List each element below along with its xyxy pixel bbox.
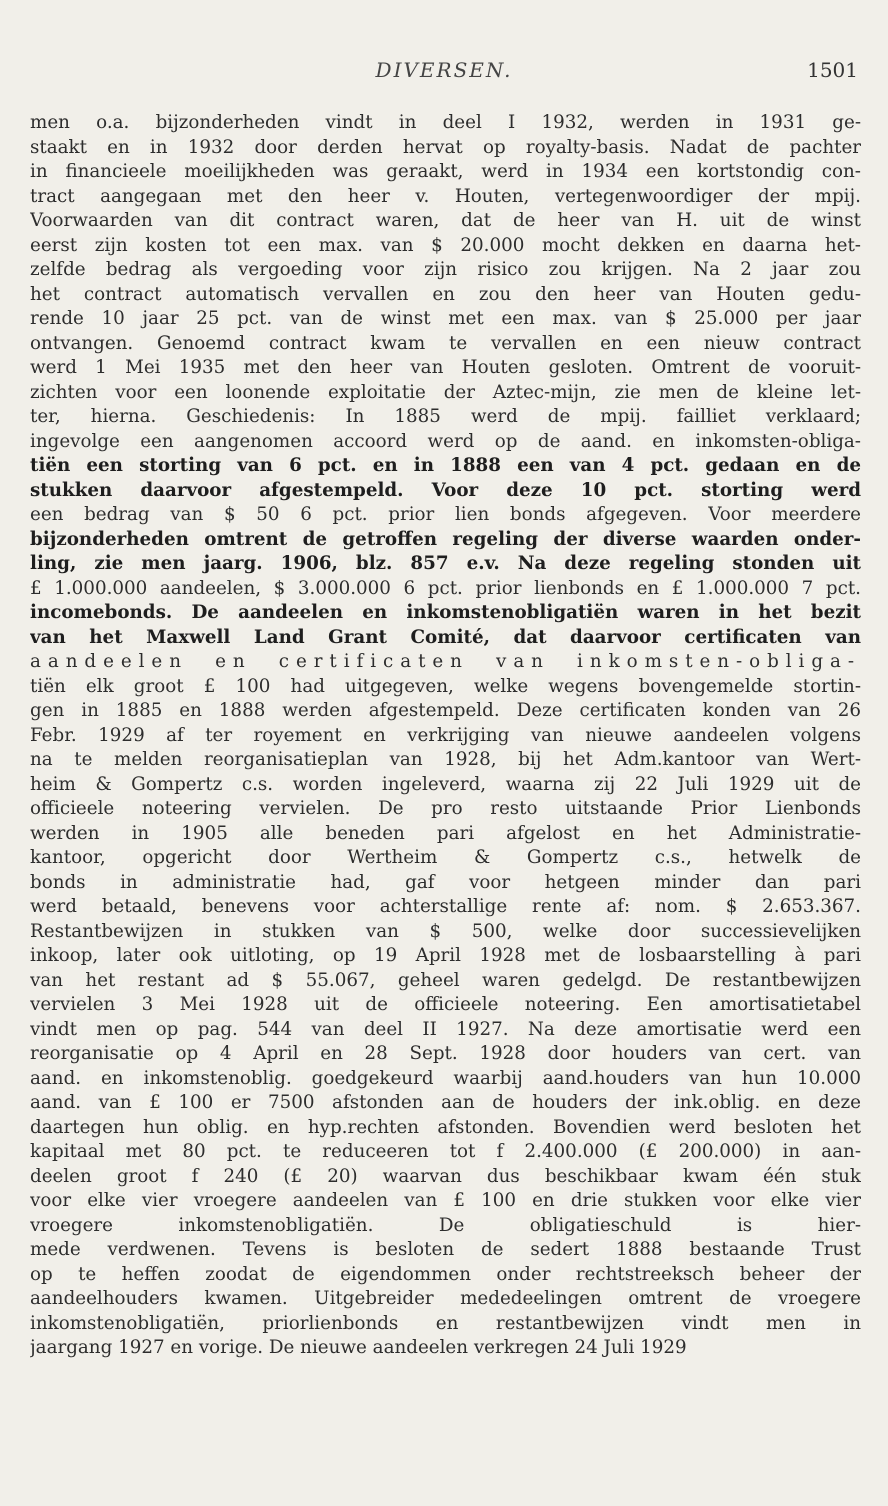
text-line: na te melden reorganisatieplan van 1928, bij het Adm.kantoor van Wert-	[30, 749, 861, 770]
text-line: ter, hierna. Geschiedenis: In 1885 werd de mpij. failliet verklaard;	[30, 406, 861, 427]
text-line: ingevolge een aangenomen accoord werd op de aand. en inkomsten-obliga-	[30, 430, 861, 452]
text-line: van het restant ad $ 55.067, geheel waren gedelgd. De restantbewijzen	[30, 969, 861, 991]
text-line: op te heffen zoodat de eigendommen onder rechtstreeksch beheer der	[30, 1263, 861, 1285]
text-line: werden in 1905 alle beneden pari afgelost en het Administratie-	[30, 822, 861, 844]
running-title: DIVERSEN.	[375, 58, 513, 82]
text-line: vroegere inkomstenobligatiën. De obligatieschuld is hier-	[30, 1214, 861, 1236]
text-line: in financieele moeilijkheden was geraakt, werd in 1934 een kortstondig con-	[30, 161, 861, 182]
text-line: eerst zijn kosten tot een max. van $ 20.000 mocht dekken en daarna het-	[30, 234, 861, 256]
text-line: staakt en in 1932 door derden hervat op royalty-basis. Nadat de pachter	[30, 136, 861, 158]
text-line: heim & Gompertz c.s. worden ingeleverd, waarna zij 22 Juli 1929 uit de	[30, 773, 861, 795]
body-text	[30, 111, 861, 1361]
text-line: jaargang 1927 en vorige. De nieuwe aandeelen verkregen 24 Juli 1929	[30, 1337, 687, 1358]
text-line: werd 1 Mei 1935 met den heer van Houten gesloten. Omtrent de vooruit-	[30, 357, 861, 378]
text-line: voor elke vier vroegere aandeelen van £ 100 en drie stukken voor elke vier	[30, 1190, 861, 1211]
text-line: officieele noteering vervielen. De pro resto uitstaande Prior Lienbonds	[30, 798, 861, 819]
text-line: zelfde bedrag als vergoeding voor zijn risico zou krijgen. Na 2 jaar zou	[30, 259, 861, 280]
text-line: incomebonds. De aandeelen en inkomstenobligatiën waren in het bezit	[30, 602, 861, 623]
text-line: aandeelhouders kwamen. Uitgebreider mededeelingen omtrent de vroegere	[30, 1288, 861, 1309]
text-line: Voorwaarden van dit contract waren, dat de heer van H. uit de winst	[30, 210, 861, 231]
text-line: tiën een storting van 6 pct. en in 1888 een van 4 pct. gedaan en de	[30, 455, 861, 476]
text-line: het contract automatisch vervallen en zou den heer van Houten gedu-	[30, 283, 861, 305]
text-line: deelen groot f 240 (£ 20) waarvan dus beschikbaar kwam één stuk	[30, 1165, 861, 1187]
text-line: Restantbewijzen in stukken van $ 500, welke door successievelijken	[30, 920, 861, 942]
text-line: rende 10 jaar 25 pct. van de winst met een max. van $ 25.000 per jaar	[30, 308, 861, 329]
text-line: inkoop, later ook uitloting, op 19 April 1928 met de losbaarstelling à pari	[30, 945, 861, 966]
text-line: kapitaal met 80 pct. te reduceeren tot f 2.400.000 (£ 200.000) in aan-	[30, 1141, 861, 1162]
text-line: van het Maxwell Land Grant Comité, dat daarvoor certificaten van	[30, 626, 861, 648]
text-line: een bedrag van $ 50 6 pct. prior lien bonds afgegeven. Voor meerdere	[30, 504, 861, 525]
text-line: aandeelen en certificaten van inkomsten-obliga-	[30, 651, 861, 672]
page-header	[0, 54, 888, 84]
text-line: kantoor, opgericht door Wertheim & Gompertz c.s., hetwelk de	[30, 847, 861, 868]
text-line: stukken daarvoor afgestempeld. Voor deze 10 pct. storting werd	[30, 479, 861, 501]
page-number: 1501	[807, 58, 858, 82]
text-line: reorganisatie op 4 April en 28 Sept. 1928 door houders van cert. van	[30, 1043, 861, 1064]
text-line: ontvangen. Genoemd contract kwam te vervallen en een nieuw contract	[30, 332, 861, 354]
text-line: inkomstenobligatiën, priorlienbonds en restantbewijzen vindt men in	[30, 1312, 861, 1334]
text-line: bonds in administratie had, gaf voor hetgeen minder dan pari	[30, 871, 861, 893]
text-line: tiën elk groot £ 100 had uitgegeven, welke wegens bovengemelde stortin-	[30, 675, 861, 697]
text-line: Febr. 1929 af ter royement en verkrijging van nieuwe aandeelen volgens	[30, 724, 861, 746]
text-line: werd betaald, benevens voor achterstallige rente af: nom. $ 2.653.367.	[30, 896, 861, 917]
text-line: aand. van £ 100 er 7500 afstonden aan de houders der ink.oblig. en deze	[30, 1092, 861, 1113]
text-line: gen in 1885 en 1888 werden afgestempeld. Deze certificaten konden van 26	[30, 700, 861, 721]
text-line: men o.a. bijzonderheden vindt in deel I 1932, werden in 1931 ge-	[30, 112, 861, 133]
text-line: vervielen 3 Mei 1928 uit de officieele noteering. Een amortisatietabel	[30, 994, 861, 1015]
text-line: £ 1.000.000 aandeelen, $ 3.000.000 6 pct. prior lienbonds en £ 1.000.000 7 pct.	[30, 577, 861, 599]
text-line: tract aangegaan met den heer v. Houten, vertegenwoordiger der mpij.	[30, 185, 861, 207]
text-line: ling, zie men jaarg. 1906, blz. 857 e.v. Na deze regeling stonden uit	[30, 553, 861, 574]
text-line: daartegen hun oblig. en hyp.rechten afstonden. Bovendien werd besloten het	[30, 1116, 861, 1138]
text-line: mede verdwenen. Tevens is besloten de sedert 1888 bestaande Trust	[30, 1239, 861, 1260]
text-line: bijzonderheden omtrent de getroffen regeling der diverse waarden onder-	[30, 528, 861, 550]
text-line: aand. en inkomstenoblig. goedgekeurd waarbij aand.houders van hun 10.000	[30, 1067, 861, 1089]
text-line: vindt men op pag. 544 van deel II 1927. Na deze amortisatie werd een	[30, 1018, 861, 1040]
text-line: zichten voor een loonende exploitatie der Aztec-mijn, zie men de kleine let-	[30, 381, 861, 403]
